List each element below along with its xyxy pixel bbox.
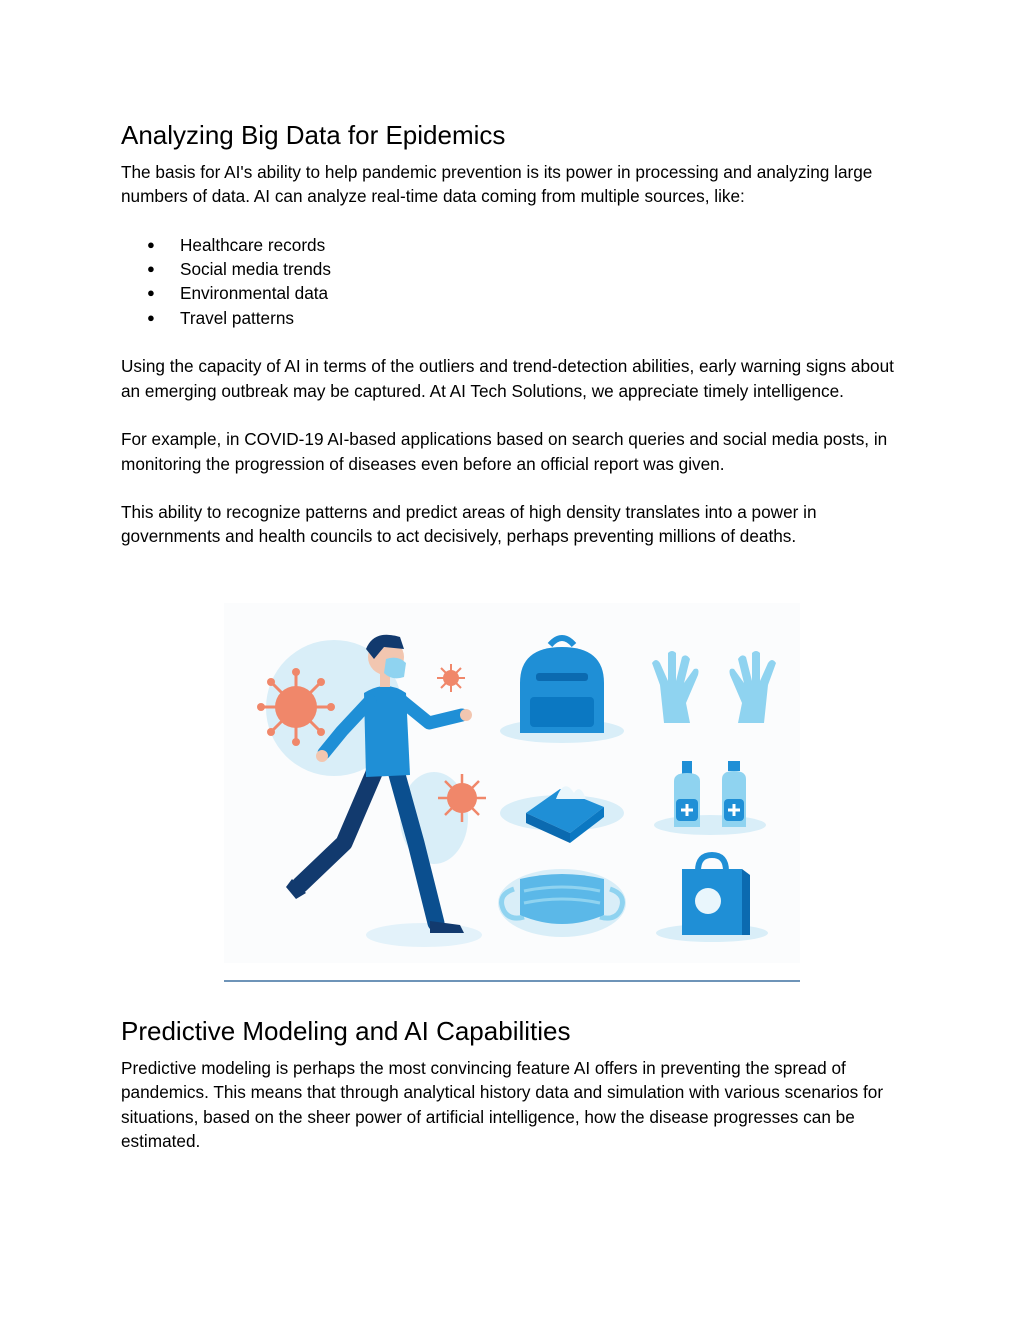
tissue-box-icon bbox=[500, 786, 624, 843]
backpack-icon bbox=[500, 638, 624, 743]
section-heading: Predictive Modeling and AI Capabilities bbox=[121, 1016, 571, 1046]
virus-icon bbox=[257, 668, 335, 746]
divider-line bbox=[224, 980, 800, 982]
section-analyzing-big-data bbox=[121, 118, 911, 549]
pandemic-prevention-illustration bbox=[224, 603, 800, 963]
virus-icon bbox=[438, 774, 486, 822]
predictive-modeling-paragraph: Predictive modeling is perhaps the most convincing feature AI offers in preventing the spread of pandemics. This means that through analytical history data and simulation with various scenarios for situations, based on the sheer power of artificial intelligence, how the disease progresses can be estimated. bbox=[121, 1058, 884, 1151]
sanitizer-icon bbox=[654, 761, 766, 835]
shadow bbox=[366, 923, 482, 947]
bullet-icon: ● bbox=[147, 261, 155, 277]
section-predictive-modeling bbox=[121, 1014, 911, 1153]
shopping-bag-icon bbox=[656, 855, 768, 942]
face-mask-icon bbox=[498, 869, 626, 937]
list-item: ● Social media trends bbox=[121, 257, 911, 281]
pattern-recognition-paragraph: This ability to recognize patterns and predict areas of high density translates into a power in governments and health councils to act decisively, perhaps preventing millions of deaths. bbox=[121, 502, 817, 547]
gloves-icon bbox=[652, 651, 776, 723]
virus-icon bbox=[437, 664, 465, 692]
intro-paragraph: The basis for AI's ability to help pandemic prevention is its power in processing and analyzing large numbers of data. AI can analyze real-time data coming from multiple sources, like: bbox=[121, 162, 873, 207]
bullet-icon: ● bbox=[147, 285, 155, 301]
list-item: ● Travel patterns bbox=[121, 306, 911, 330]
section-heading: Analyzing Big Data for Epidemics bbox=[121, 120, 506, 150]
bullet-icon: ● bbox=[147, 236, 155, 252]
covid-example-paragraph: For example, in COVID-19 AI-based applications based on search queries and social media posts, in monitoring the progression of diseases even before an official report was given. bbox=[121, 429, 888, 474]
list-item: ● Healthcare records bbox=[121, 233, 911, 257]
list-item: ● Environmental data bbox=[121, 281, 911, 305]
bullet-icon: ● bbox=[147, 309, 155, 325]
data-sources-list bbox=[121, 233, 911, 330]
early-warning-paragraph: Using the capacity of AI in terms of the outliers and trend-detection abilities, early warning signs about an emerging outbreak may be captured. At AI Tech Solutions, we appreciate timely intelligence. bbox=[121, 356, 894, 401]
